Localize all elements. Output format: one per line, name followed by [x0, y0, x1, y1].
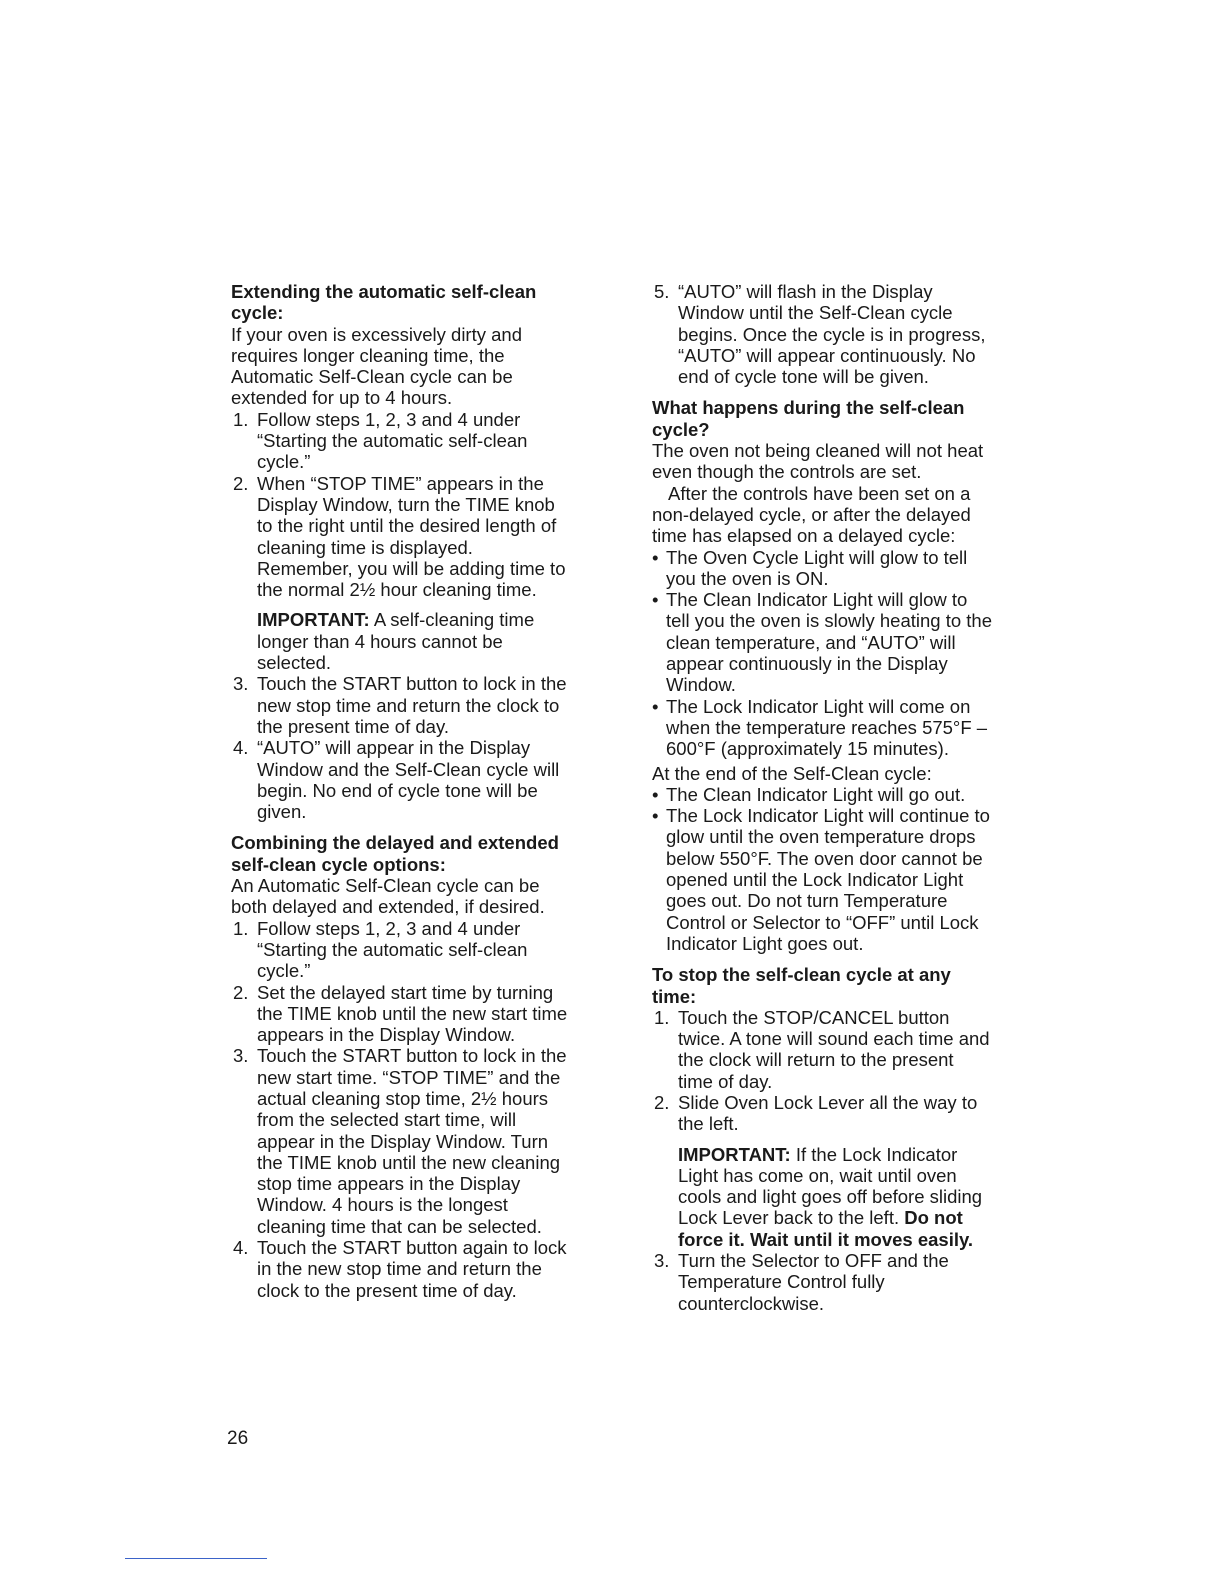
list-item: 2. Set the delayed start time by turning the TIME knob until the new start time appears in the Display Window.	[233, 981, 568, 1046]
extending-steps	[231, 409, 571, 823]
list-item: 4. Touch the START button again to lock in the new stop time and return the clock to the present time of day.	[233, 1237, 567, 1301]
during-para-1: The oven not being cleaned will not heat even though the controls are set.	[652, 440, 984, 483]
during-heading: What happens during the self-clean cycle?	[652, 397, 965, 440]
important-note: IMPORTANT: If the Lock Indicator Light has come on, wait until oven cools and light goes off before sliding Lock Lever back to the left. Do not force it. Wait until it moves easily.	[678, 1143, 983, 1250]
page-number: 26	[227, 1428, 249, 1449]
list-item: • The Lock Indicator Light will continue to glow until the oven temperature drops below 550°F. The oven door cannot be opened until the Lock Indicator Light goes out. Do not turn Temperature Control or Selector to “OFF” until Lock Indicator Light goes out.	[652, 805, 990, 954]
list-item: • The Lock Indicator Light will come on when the temperature reaches 575°F – 600°F (approximately 15 minutes).	[652, 695, 988, 760]
bullet-icon: •	[652, 783, 659, 805]
footer-rule	[125, 1558, 267, 1559]
list-item: • The Clean Indicator Light will glow to tell you the oven is slowly heating to the clean temperature, and “AUTO” will appear continuously in the Display Window.	[652, 589, 992, 696]
combining-steps	[231, 918, 571, 1301]
during-bullets-1	[652, 547, 992, 760]
bullet-icon: •	[652, 695, 659, 717]
list-item: 1. Touch the STOP/CANCEL button twice. A tone will sound each time and the clock will return to the present time of day.	[654, 1006, 990, 1092]
list-item: • The Clean Indicator Light will go out.	[652, 783, 966, 805]
left-column	[231, 281, 571, 1311]
stop-steps	[652, 1007, 992, 1314]
stop-section	[652, 964, 992, 1314]
extending-step-5	[652, 281, 992, 387]
list-item: 1. Follow steps 1, 2, 3 and 4 under “Starting the automatic self-clean cycle.”	[233, 408, 528, 473]
during-section	[652, 397, 992, 954]
extending-heading: Extending the automatic self-clean cycle:	[231, 281, 537, 324]
during-bullets-2	[652, 784, 992, 954]
right-column	[652, 281, 992, 1324]
list-item: 3. Turn the Selector to OFF and the Temperature Control fully counterclockwise.	[654, 1250, 949, 1314]
list-item: • The Oven Cycle Light will glow to tell you the oven is ON.	[652, 546, 968, 589]
bullet-icon: •	[652, 805, 659, 827]
bullet-icon: •	[652, 589, 659, 611]
important-note: IMPORTANT: A self-cleaning time longer than 4 hours cannot be selected.	[257, 609, 535, 674]
list-item: 3. Touch the START button to lock in the new stop time and return the clock to the present time of day.	[233, 673, 567, 737]
list-item: 2. When “STOP TIME” appears in the Display Window, turn the TIME knob to the right until the desired length of cleaning time is displayed. Remember, you will be adding time to the normal 2½ hour cleaning time. IMPORTANT: A self-cleaning time longer than 4 hours cannot be selected.	[231, 473, 571, 674]
bullet-icon: •	[652, 546, 659, 568]
extending-section	[231, 281, 571, 822]
list-item: 1. Follow steps 1, 2, 3 and 4 under “Starting the automatic self-clean cycle.”	[233, 917, 528, 982]
end-of-cycle-intro: At the end of the Self-Clean cycle:	[652, 762, 932, 784]
combining-section	[231, 832, 571, 1301]
during-para-2: After the controls have been set on a non-delayed cycle, or after the delayed time has elapsed on a delayed cycle:	[652, 482, 971, 547]
combining-heading: Combining the delayed and extended self-clean cycle options:	[231, 832, 559, 875]
list-item: 5. “AUTO” will flash in the Display Window until the Self-Clean cycle begins. Once the cycle is in progress, “AUTO” will appear continuously. No end of cycle tone will be given.	[654, 281, 986, 388]
list-item: 2. Slide Oven Lock Lever all the way to the left. IMPORTANT: If the Lock Indicator Light has come on, wait until oven cools and light goes off before sliding Lock Lever back to the left. Do not force it. Wait until it moves easily.	[652, 1092, 992, 1250]
list-item: 3. Touch the START button to lock in the new start time. “STOP TIME” and the actual cleaning stop time, 2½ hours from the selected start time, will appear in the Display Window. Turn the TIME knob until the new cleaning stop time appears in the Display Window. 4 hours is the longest cleaning time that can be selected.	[233, 1045, 567, 1237]
stop-heading: To stop the self-clean cycle at any time:	[652, 964, 951, 1007]
extending-intro: If your oven is excessively dirty and requires longer cleaning time, the Automatic Self-Clean cycle can be extended for up to 4 hours.	[231, 323, 522, 409]
list-item: 4. “AUTO” will appear in the Display Window and the Self-Clean cycle will begin. No end of cycle tone will be given.	[233, 737, 560, 823]
combining-intro: An Automatic Self-Clean cycle can be both delayed and extended, if desired.	[231, 875, 545, 918]
